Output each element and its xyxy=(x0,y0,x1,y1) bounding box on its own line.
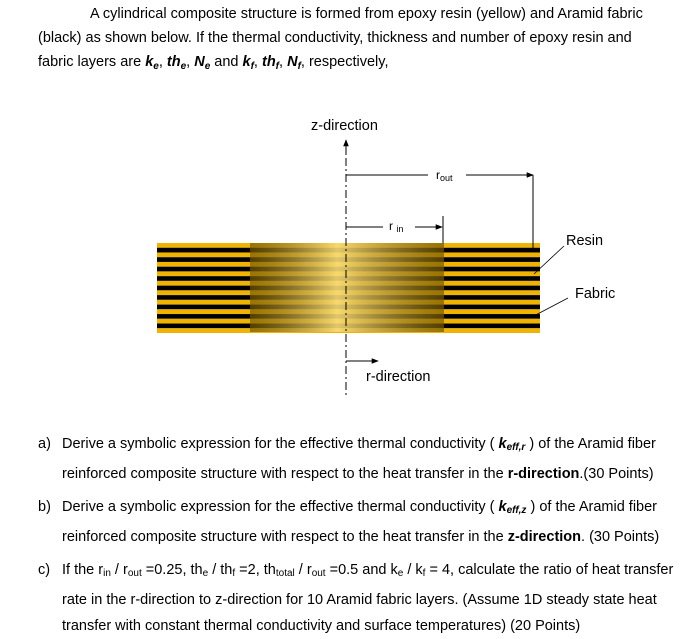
symbol-keff-z: keff,z xyxy=(498,499,527,516)
question-b-line-2: reinforced composite structure with respect to the heat transfer in the z-direction. (30 Points) xyxy=(62,529,660,545)
fabric-label: Fabric xyxy=(575,286,616,302)
question-c: c) If the rin / rout =0.25, the / thf =2, thtotal / rout =0.5 and ke / kf = 4, calculate the ratio of heat transfer rate in the r-direction to z-direction for 10 Aramid fabric layers. (Assume 1D steady state heat transfer with constant thermal conductivity and surface temperatures) (20 Points) xyxy=(38,557,688,639)
question-c-line-3: transfer with constant thermal conductivity and surface temperatures) (20 Points) xyxy=(62,618,581,634)
hub-tint xyxy=(250,243,444,332)
symbol-ne: $N_e$ xyxy=(194,54,211,72)
symbol-ke: $k_e$ xyxy=(145,54,159,72)
question-a-line-1: Derive a symbolic expression for the effective thermal conductivity ( keff,r ) of the Aramid fiber xyxy=(62,436,656,453)
symbol-the: $th_e$ xyxy=(166,54,187,72)
intro-line-3: fabric layers are $k_e$, $th_e$, $N_e$ and $k_f$, $th_f$, $N_f$, respectively, xyxy=(38,54,389,72)
symbol-keff-r: keff,r xyxy=(498,436,526,453)
question-b: b) Derive a symbolic expression for the effective thermal conductivity ( keff,z ) of the Aramid fiber reinforced composite structure with respect to the heat transfer in the z-direction. (30 Points) xyxy=(38,494,688,550)
intro-line-1: A cylindrical composite structure is formed from epoxy resin (yellow) and Aramid fabric xyxy=(90,6,643,22)
question-c-line-2: rate in the r-direction to z-direction for 10 Aramid fabric layers. (Assume 1D steady state heat xyxy=(62,592,657,608)
resin-label: Resin xyxy=(566,233,604,249)
intro-line-2: (black) as shown below. If the thermal conductivity, thickness and number of epoxy resin and xyxy=(38,30,632,46)
z-direction-label: z-direction xyxy=(311,118,378,134)
r-direction-label: r-direction xyxy=(366,369,431,385)
question-b-line-1: Derive a symbolic expression for the effective thermal conductivity ( keff,z ) of the Aramid fiber xyxy=(62,499,657,516)
symbol-thf: $th_f$ xyxy=(261,54,280,72)
r-in-label: r in xyxy=(389,219,404,234)
question-c-line-1: If the rin / rout =0.25, the / thf =2, thtotal / rout =0.5 and ke / kf = 4, calculate the ratio of heat transfer xyxy=(62,562,674,579)
symbol-kf: $k_f$ xyxy=(242,54,254,72)
symbol-nf: $N_f$ xyxy=(287,54,301,72)
question-a-line-2: reinforced composite structure with respect to the heat transfer in the r-direction.(30 Points) xyxy=(62,466,654,482)
question-a: a) Derive a symbolic expression for the effective thermal conductivity ( keff,r ) of the Aramid fiber reinforced composite structure with respect to the heat transfer in the r-direction.(30 Points) xyxy=(38,431,688,487)
r-out-label: rout xyxy=(436,168,453,183)
